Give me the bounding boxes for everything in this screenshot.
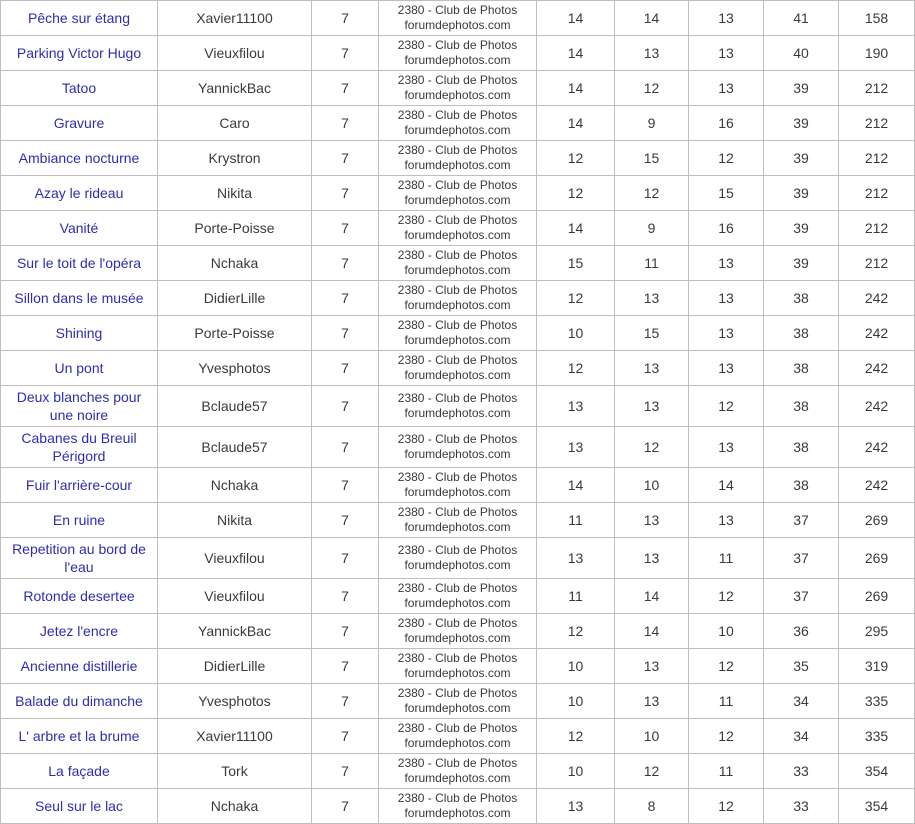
club-cell [379,789,537,824]
score-2-cell: 13 [615,503,689,538]
position-cell: 212 [839,71,915,106]
position-cell: 269 [839,503,915,538]
position-cell: 212 [839,176,915,211]
score-1-cell: 12 [537,141,615,176]
position-cell: 212 [839,106,915,141]
score-3-cell: 11 [689,684,764,719]
score-total-cell: 36 [764,614,839,649]
score-total-cell: 34 [764,684,839,719]
entries-count-cell: 7 [312,281,379,316]
club-cell [379,427,537,468]
table-row [1,106,915,141]
club-website: forumdephotos.com [404,18,511,32]
score-2-cell: 13 [615,649,689,684]
score-3-cell: 13 [689,427,764,468]
score-total-cell: 38 [764,351,839,386]
author-cell: YannickBac [158,614,312,649]
entries-count-cell: 7 [312,614,379,649]
club-name: 2380 - Club de Photos [397,38,518,52]
table-row [1,246,915,281]
score-2-cell: 15 [615,141,689,176]
club-cell [379,754,537,789]
photo-title-cell[interactable]: Shining [1,316,158,351]
table-row [1,176,915,211]
club-name: 2380 - Club de Photos [397,581,518,595]
photo-title-cell[interactable]: Azay le rideau [1,176,158,211]
results-table-body [1,1,915,824]
score-3-cell: 16 [689,211,764,246]
entries-count-cell: 7 [312,71,379,106]
author-cell: YannickBac [158,71,312,106]
score-1-cell: 10 [537,684,615,719]
score-1-cell: 14 [537,211,615,246]
author-cell: Nchaka [158,468,312,503]
entries-count-cell: 7 [312,351,379,386]
position-cell: 242 [839,386,915,427]
score-2-cell: 10 [615,468,689,503]
score-2-cell: 13 [615,684,689,719]
club-website: forumdephotos.com [404,558,511,572]
club-website: forumdephotos.com [404,485,511,499]
photo-title-cell[interactable]: Cabanes du Breuil Périgord [1,427,158,468]
club-name: 2380 - Club de Photos [397,248,518,262]
photo-title-cell[interactable]: Tatoo [1,71,158,106]
table-row [1,649,915,684]
score-total-cell: 39 [764,211,839,246]
club-name: 2380 - Club de Photos [397,353,518,367]
table-row [1,579,915,614]
position-cell: 242 [839,351,915,386]
photo-title-cell[interactable]: Gravure [1,106,158,141]
score-1-cell: 11 [537,579,615,614]
table-row [1,614,915,649]
club-name: 2380 - Club de Photos [397,108,518,122]
author-cell: Yvesphotos [158,684,312,719]
club-cell [379,719,537,754]
score-2-cell: 9 [615,211,689,246]
club-name: 2380 - Club de Photos [397,73,518,87]
score-1-cell: 12 [537,281,615,316]
position-cell: 354 [839,789,915,824]
club-cell [379,684,537,719]
club-name: 2380 - Club de Photos [397,391,518,405]
photo-title-cell[interactable]: Seul sur le lac [1,789,158,824]
score-3-cell: 12 [689,649,764,684]
club-name: 2380 - Club de Photos [397,213,518,227]
table-row [1,427,915,468]
score-2-cell: 15 [615,316,689,351]
club-website: forumdephotos.com [404,596,511,610]
score-total-cell: 34 [764,719,839,754]
entries-count-cell: 7 [312,684,379,719]
score-2-cell: 9 [615,106,689,141]
score-2-cell: 12 [615,754,689,789]
club-cell [379,246,537,281]
photo-title-cell[interactable]: Sur le toit de l'opéra [1,246,158,281]
entries-count-cell: 7 [312,789,379,824]
club-name: 2380 - Club de Photos [397,686,518,700]
club-cell [379,281,537,316]
author-cell: Bclaude57 [158,427,312,468]
score-3-cell: 13 [689,36,764,71]
author-cell: Yvesphotos [158,351,312,386]
table-row [1,351,915,386]
author-cell: Caro [158,106,312,141]
score-3-cell: 13 [689,351,764,386]
score-1-cell: 14 [537,71,615,106]
entries-count-cell: 7 [312,176,379,211]
club-website: forumdephotos.com [404,701,511,715]
position-cell: 190 [839,36,915,71]
score-1-cell: 13 [537,538,615,579]
score-3-cell: 16 [689,106,764,141]
photo-title-cell[interactable]: Repetition au bord de l'eau [1,538,158,579]
score-2-cell: 8 [615,789,689,824]
table-row [1,141,915,176]
entries-count-cell: 7 [312,719,379,754]
club-cell [379,1,537,36]
club-website: forumdephotos.com [404,88,511,102]
author-cell: Porte-Poisse [158,211,312,246]
score-2-cell: 14 [615,1,689,36]
club-name: 2380 - Club de Photos [397,543,518,557]
score-3-cell: 12 [689,719,764,754]
photo-title-cell[interactable]: Un pont [1,351,158,386]
score-2-cell: 13 [615,281,689,316]
club-website: forumdephotos.com [404,520,511,534]
entries-count-cell: 7 [312,386,379,427]
score-total-cell: 39 [764,141,839,176]
position-cell: 242 [839,468,915,503]
club-website: forumdephotos.com [404,736,511,750]
position-cell: 269 [839,579,915,614]
photo-title-cell[interactable]: Vanité [1,211,158,246]
position-cell: 242 [839,316,915,351]
score-3-cell: 13 [689,503,764,538]
author-cell: Vieuxfilou [158,579,312,614]
score-2-cell: 11 [615,246,689,281]
score-total-cell: 37 [764,503,839,538]
position-cell: 269 [839,538,915,579]
table-row [1,503,915,538]
club-cell [379,106,537,141]
club-website: forumdephotos.com [404,333,511,347]
entries-count-cell: 7 [312,427,379,468]
score-total-cell: 39 [764,71,839,106]
photo-title-cell[interactable]: L' arbre et la brume [1,719,158,754]
club-website: forumdephotos.com [404,53,511,67]
score-total-cell: 37 [764,579,839,614]
club-website: forumdephotos.com [404,368,511,382]
club-cell [379,538,537,579]
table-row [1,468,915,503]
club-cell [379,316,537,351]
score-total-cell: 33 [764,789,839,824]
photo-title-cell[interactable]: La façade [1,754,158,789]
score-3-cell: 15 [689,176,764,211]
entries-count-cell: 7 [312,468,379,503]
author-cell: Xavier11100 [158,1,312,36]
entries-count-cell: 7 [312,106,379,141]
author-cell: Xavier11100 [158,719,312,754]
score-1-cell: 14 [537,36,615,71]
author-cell: Nchaka [158,789,312,824]
club-name: 2380 - Club de Photos [397,318,518,332]
photo-title-cell[interactable]: Ancienne distillerie [1,649,158,684]
position-cell: 335 [839,719,915,754]
position-cell: 335 [839,684,915,719]
score-3-cell: 12 [689,579,764,614]
author-cell: Krystron [158,141,312,176]
entries-count-cell: 7 [312,503,379,538]
club-cell [379,36,537,71]
photo-title-cell[interactable]: En ruine [1,503,158,538]
club-name: 2380 - Club de Photos [397,616,518,630]
score-1-cell: 13 [537,386,615,427]
photo-title-cell[interactable]: Fuir l'arrière-cour [1,468,158,503]
score-2-cell: 14 [615,614,689,649]
club-cell [379,503,537,538]
author-cell: DidierLille [158,281,312,316]
score-2-cell: 13 [615,386,689,427]
club-name: 2380 - Club de Photos [397,283,518,297]
author-cell: Bclaude57 [158,386,312,427]
table-row [1,71,915,106]
club-website: forumdephotos.com [404,123,511,137]
table-row [1,281,915,316]
club-website: forumdephotos.com [404,771,511,785]
score-3-cell: 13 [689,1,764,36]
club-website: forumdephotos.com [404,298,511,312]
table-row [1,386,915,427]
photo-title-cell[interactable]: Balade du dimanche [1,684,158,719]
score-3-cell: 12 [689,386,764,427]
score-3-cell: 12 [689,141,764,176]
author-cell: Porte-Poisse [158,316,312,351]
score-total-cell: 39 [764,246,839,281]
photo-title-cell[interactable]: Rotonde desertee [1,579,158,614]
score-2-cell: 12 [615,427,689,468]
table-row [1,719,915,754]
score-2-cell: 10 [615,719,689,754]
club-cell [379,614,537,649]
entries-count-cell: 7 [312,141,379,176]
score-1-cell: 11 [537,503,615,538]
club-cell [379,351,537,386]
club-cell [379,176,537,211]
score-3-cell: 10 [689,614,764,649]
score-total-cell: 40 [764,36,839,71]
score-1-cell: 10 [537,754,615,789]
score-1-cell: 15 [537,246,615,281]
score-2-cell: 13 [615,538,689,579]
club-name: 2380 - Club de Photos [397,432,518,446]
photo-title-cell[interactable]: Deux blanches pour une noire [1,386,158,427]
author-cell: Nikita [158,176,312,211]
score-1-cell: 12 [537,614,615,649]
club-name: 2380 - Club de Photos [397,756,518,770]
author-cell: DidierLille [158,649,312,684]
score-total-cell: 38 [764,386,839,427]
score-total-cell: 35 [764,649,839,684]
score-2-cell: 13 [615,351,689,386]
table-row [1,36,915,71]
score-2-cell: 13 [615,36,689,71]
club-website: forumdephotos.com [404,158,511,172]
score-total-cell: 41 [764,1,839,36]
score-1-cell: 14 [537,106,615,141]
score-1-cell: 10 [537,316,615,351]
author-cell: Tork [158,754,312,789]
entries-count-cell: 7 [312,579,379,614]
entries-count-cell: 7 [312,538,379,579]
club-name: 2380 - Club de Photos [397,721,518,735]
position-cell: 212 [839,141,915,176]
score-1-cell: 14 [537,468,615,503]
position-cell: 319 [839,649,915,684]
score-total-cell: 39 [764,176,839,211]
score-3-cell: 11 [689,754,764,789]
score-total-cell: 38 [764,316,839,351]
position-cell: 212 [839,246,915,281]
score-2-cell: 14 [615,579,689,614]
score-1-cell: 13 [537,789,615,824]
score-total-cell: 39 [764,106,839,141]
score-2-cell: 12 [615,176,689,211]
score-1-cell: 12 [537,719,615,754]
score-3-cell: 12 [689,789,764,824]
entries-count-cell: 7 [312,36,379,71]
club-cell [379,211,537,246]
score-2-cell: 12 [615,71,689,106]
score-3-cell: 13 [689,316,764,351]
position-cell: 354 [839,754,915,789]
photo-title-cell[interactable]: Pêche sur étang [1,1,158,36]
club-website: forumdephotos.com [404,447,511,461]
club-website: forumdephotos.com [404,631,511,645]
score-1-cell: 12 [537,351,615,386]
club-website: forumdephotos.com [404,193,511,207]
position-cell: 212 [839,211,915,246]
entries-count-cell: 7 [312,316,379,351]
photo-title-cell[interactable]: Jetez l'encre [1,614,158,649]
score-3-cell: 13 [689,71,764,106]
author-cell: Vieuxfilou [158,36,312,71]
entries-count-cell: 7 [312,754,379,789]
club-website: forumdephotos.com [404,666,511,680]
score-1-cell: 12 [537,176,615,211]
photo-title-cell[interactable]: Parking Victor Hugo [1,36,158,71]
position-cell: 242 [839,281,915,316]
club-cell [379,649,537,684]
score-total-cell: 37 [764,538,839,579]
table-row [1,789,915,824]
score-total-cell: 38 [764,427,839,468]
score-total-cell: 38 [764,468,839,503]
entries-count-cell: 7 [312,649,379,684]
club-cell [379,579,537,614]
club-cell [379,468,537,503]
table-row [1,684,915,719]
club-name: 2380 - Club de Photos [397,143,518,157]
entries-count-cell: 7 [312,1,379,36]
club-name: 2380 - Club de Photos [397,3,518,17]
photo-title-cell[interactable]: Sillon dans le musée [1,281,158,316]
table-row [1,211,915,246]
score-1-cell: 10 [537,649,615,684]
club-name: 2380 - Club de Photos [397,470,518,484]
score-3-cell: 14 [689,468,764,503]
score-total-cell: 33 [764,754,839,789]
score-3-cell: 13 [689,246,764,281]
club-website: forumdephotos.com [404,406,511,420]
photo-title-cell[interactable]: Ambiance nocturne [1,141,158,176]
position-cell: 295 [839,614,915,649]
club-website: forumdephotos.com [404,263,511,277]
club-cell [379,386,537,427]
score-3-cell: 11 [689,538,764,579]
score-1-cell: 13 [537,427,615,468]
table-row [1,538,915,579]
score-1-cell: 14 [537,1,615,36]
table-row [1,1,915,36]
position-cell: 158 [839,1,915,36]
club-cell [379,71,537,106]
club-website: forumdephotos.com [404,806,511,820]
club-website: forumdephotos.com [404,228,511,242]
score-total-cell: 38 [764,281,839,316]
table-row [1,316,915,351]
entries-count-cell: 7 [312,211,379,246]
club-name: 2380 - Club de Photos [397,651,518,665]
table-row [1,754,915,789]
club-cell [379,141,537,176]
club-name: 2380 - Club de Photos [397,505,518,519]
author-cell: Nchaka [158,246,312,281]
entries-count-cell: 7 [312,246,379,281]
club-name: 2380 - Club de Photos [397,791,518,805]
club-name: 2380 - Club de Photos [397,178,518,192]
position-cell: 242 [839,427,915,468]
author-cell: Vieuxfilou [158,538,312,579]
author-cell: Nikita [158,503,312,538]
score-3-cell: 13 [689,281,764,316]
